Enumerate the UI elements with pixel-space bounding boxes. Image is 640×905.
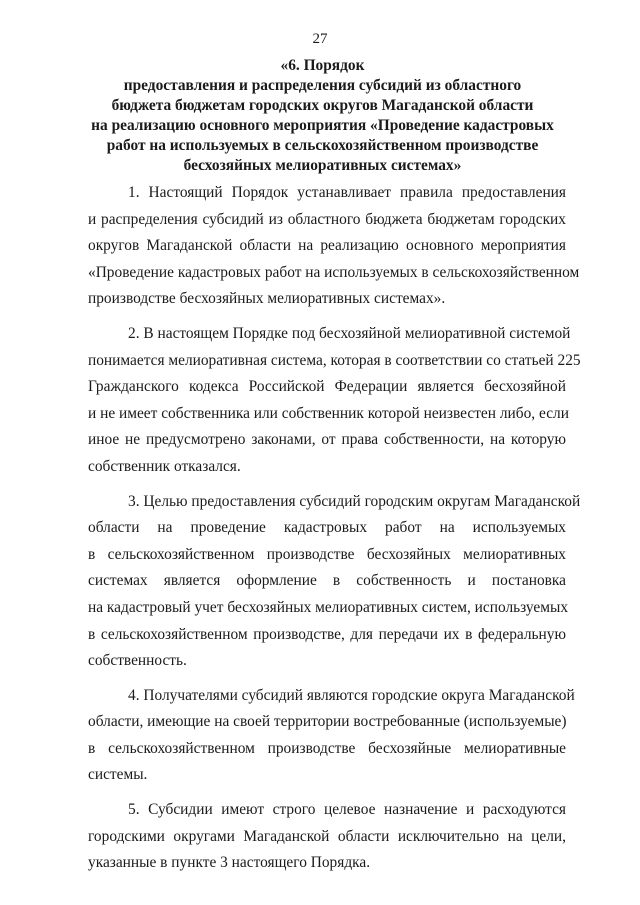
text-line: на кадастровый учет бесхозяйных мелиоративных систем, используемых: [88, 598, 569, 616]
text-line: городскими округами Магаданской области исключительно на цели,: [88, 827, 566, 845]
text-line: 1. Настоящий Порядок устанавливает правила предоставления: [128, 184, 566, 201]
text-line: 4. Получателями субсидий являются городские округа Магаданской: [128, 686, 575, 704]
text-line: округов Магаданской области на реализацию основного мероприятия: [88, 237, 566, 255]
paragraph-1: [88, 180, 580, 313]
text-line: 2. В настоящем Порядке под бесхозяйной мелиоративной системой: [128, 324, 571, 342]
text-line: в сельскохозяйственном производстве бесхозяйные мелиоративные: [88, 739, 566, 757]
text-line: собственность.: [88, 652, 187, 670]
text-line: 5. Субсидии имеют строго целевое назначение и расходуются: [128, 801, 566, 819]
text-line: производстве бесхозяйных мелиоративных системах».: [88, 290, 446, 308]
paragraph-5: [88, 797, 566, 877]
text-line: и не имеет собственника или собственник которой неизвестен либо, если: [88, 404, 569, 422]
document-title: [80, 56, 565, 176]
text-line: иное не предусмотрено законами, от права собственности, на которую: [88, 431, 566, 449]
text-line: в сельскохозяйственном производстве бесхозяйных мелиоративных: [88, 545, 566, 563]
paragraph-3: [88, 489, 581, 675]
document-body: [88, 180, 581, 885]
text-line: и распределения субсидий из областного бюджета бюджетам городских: [88, 210, 566, 228]
paragraph-2: [88, 321, 581, 481]
text-line: области на проведение кадастровых работ на используемых: [88, 519, 566, 537]
text-line: 3. Целью предоставления субсидий городским округам Магаданской: [128, 492, 581, 510]
title-line: на реализацию основного мероприятия «Проведение кадастровых: [91, 117, 554, 134]
title-line: «6. Порядок: [280, 57, 365, 74]
text-line: в сельскохозяйственном производстве, для передачи их в федеральную: [88, 625, 566, 643]
title-line: бесхозяйных мелиоративных системах»: [183, 157, 462, 174]
paragraph-4: [88, 683, 575, 789]
text-line: Гражданского кодекса Российской Федерации является бесхозяйной: [88, 378, 566, 396]
text-line: указанные в пункте 3 настоящего Порядка.: [88, 854, 371, 872]
title-line: бюджета бюджетам городских округов Магаданской области: [111, 97, 534, 114]
text-line: понимается мелиоративная система, которая в соответствии со статьей 225: [88, 351, 581, 369]
page-number: 27: [312, 31, 328, 47]
text-line: системах является оформление в собственность и постановка: [88, 572, 566, 590]
title-line: работ на используемых в сельскохозяйственном производстве: [106, 137, 539, 154]
text-line: области, имеющие на своей территории востребованные (используемые): [88, 713, 567, 731]
title-line: предоставления и распределения субсидий из областного: [123, 77, 522, 94]
text-line: системы.: [88, 766, 148, 784]
text-line: собственник отказался.: [88, 457, 241, 475]
text-line: «Проведение кадастровых работ на используемых в сельскохозяйственном: [88, 263, 580, 281]
